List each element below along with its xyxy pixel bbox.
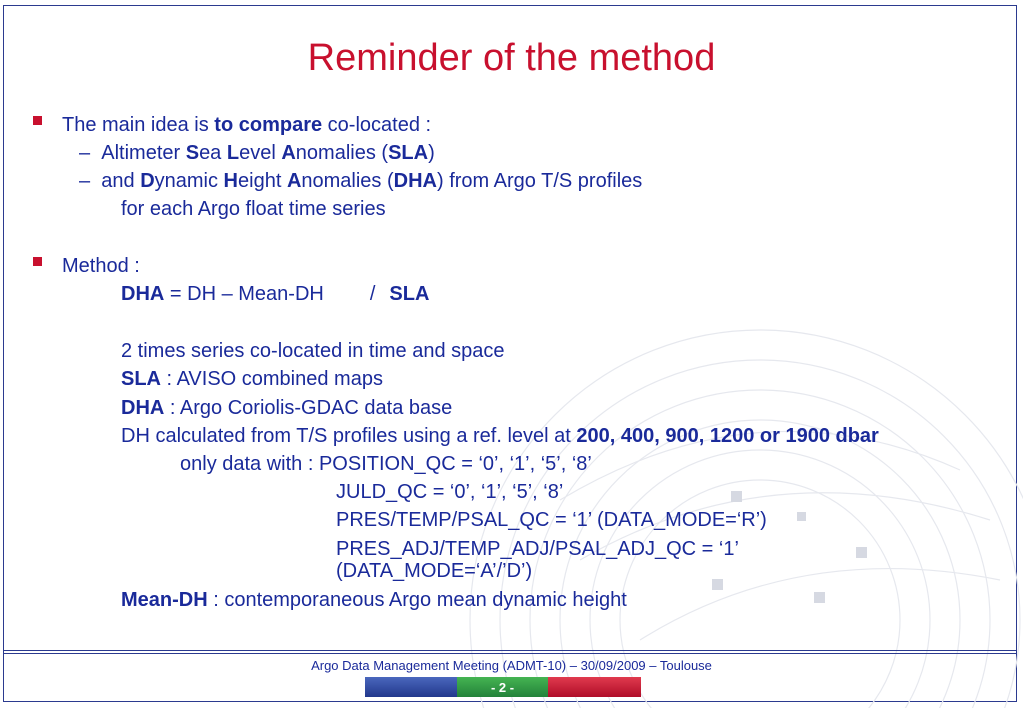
footer-rule-top [4,650,1016,651]
series-line: 2 times series co-located in time and space [121,340,505,362]
page-number: - 2 - [490,680,515,695]
dh-reference-line: DH calculated from T/S profiles using a ref. level at 200, 400, 900, 1200 or 1900 dbar [121,425,879,447]
dha-source-line: DHA : Argo Coriolis-GDAC data base [121,397,453,419]
footer-rule-bottom [4,653,1016,654]
dha-definition-line: – and Dynamic Height Anomalies (DHA) from Argo T/S profiles [79,170,643,192]
footer-band-red [548,677,641,697]
qc-pres-temp-psal-line: PRES/TEMP/PSAL_QC = ‘1’ (DATA_MODE=‘R’) [336,509,767,531]
footer-band-blue [365,677,457,697]
float-series-line: for each Argo float time series [121,198,386,220]
bullet-square-icon [33,257,42,266]
formula-line: DHA = DH – Mean-DH / SLA [121,283,430,305]
qc-adjusted-line: PRES_ADJ/TEMP_ADJ/PSAL_ADJ_QC = ‘1’ [336,538,739,560]
sla-definition-line: – Altimeter Sea Level Anomalies (SLA) [79,142,435,164]
qc-juld-line: JULD_QC = ‘0’, ‘1’, ‘5’, ‘8’ [336,481,564,503]
footer-meeting-text: Argo Data Management Meeting (ADMT-10) – 30/09/2009 – Toulouse [311,658,712,673]
mean-dh-line: Mean-DH : contemporaneous Argo mean dynamic height [121,589,627,611]
qc-position-line: only data with : POSITION_QC = ‘0’, ‘1’, ‘5’, ‘8’ [180,453,592,475]
method-label: Method : [62,255,140,277]
main-idea-line: The main idea is to compare co-located : [62,114,432,136]
sla-source-line: SLA : AVISO combined maps [121,368,383,390]
qc-adjusted-mode-line: (DATA_MODE=‘A’/’D’) [336,560,533,582]
slide-title: Reminder of the method [307,37,716,79]
bullet-square-icon [33,116,42,125]
